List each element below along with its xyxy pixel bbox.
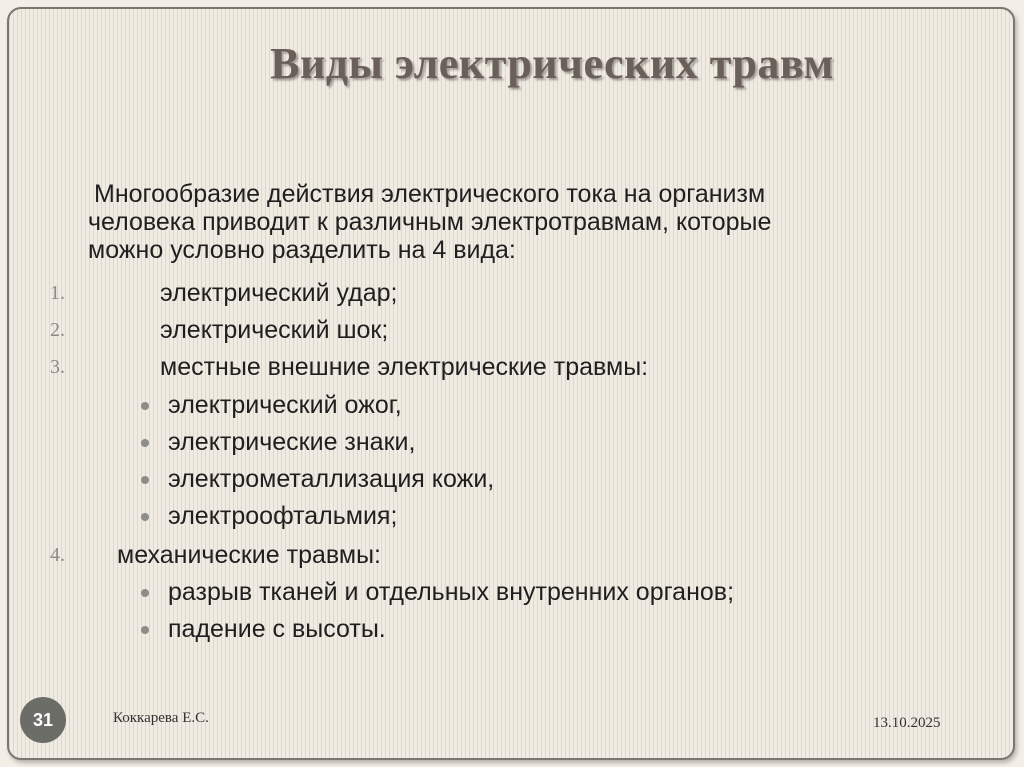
list-item-number: 1.: [50, 282, 65, 304]
sub-list-item-text: электрические знаки,: [168, 428, 416, 456]
sub-list-item-text: электрический ожог,: [168, 391, 402, 419]
list-item-number: 3.: [50, 356, 65, 378]
bullet-icon: [141, 402, 149, 410]
bullet-icon: [141, 589, 149, 597]
sub-list-item-text: электрометаллизация кожи,: [168, 465, 495, 493]
footer-date: 13.10.2025: [873, 715, 941, 731]
footer-author: Коккарева Е.С.: [113, 710, 209, 726]
list-item-text: электрический удар;: [160, 279, 398, 307]
intro-line: Многообразие действия электрического тока на организм: [94, 180, 766, 208]
intro-line: можно условно разделить на 4 вида:: [88, 236, 516, 264]
sub-list-item-text: электроофтальмия;: [168, 502, 398, 530]
bullet-icon: [141, 439, 149, 447]
bullet-icon: [141, 626, 149, 634]
slide-number-badge: 31: [20, 697, 66, 743]
list-item-number: 2.: [50, 319, 65, 341]
list-item-number: 4.: [50, 544, 65, 566]
intro-paragraph: [88, 180, 968, 264]
list-item-text: местные внешние электрические травмы:: [160, 353, 649, 381]
list-item-text: механические травмы:: [117, 541, 381, 569]
bullet-icon: [141, 513, 149, 521]
intro-line: человека приводит к различным электротравмам, которые: [88, 208, 772, 236]
bullet-icon: [141, 476, 149, 484]
list-item-text: электрический шок;: [160, 316, 389, 344]
sub-list-item-text: разрыв тканей и отдельных внутренних органов;: [168, 578, 735, 606]
slide-title: Виды электрических травм: [270, 39, 834, 88]
sub-list-item-text: падение с высоты.: [168, 615, 386, 643]
